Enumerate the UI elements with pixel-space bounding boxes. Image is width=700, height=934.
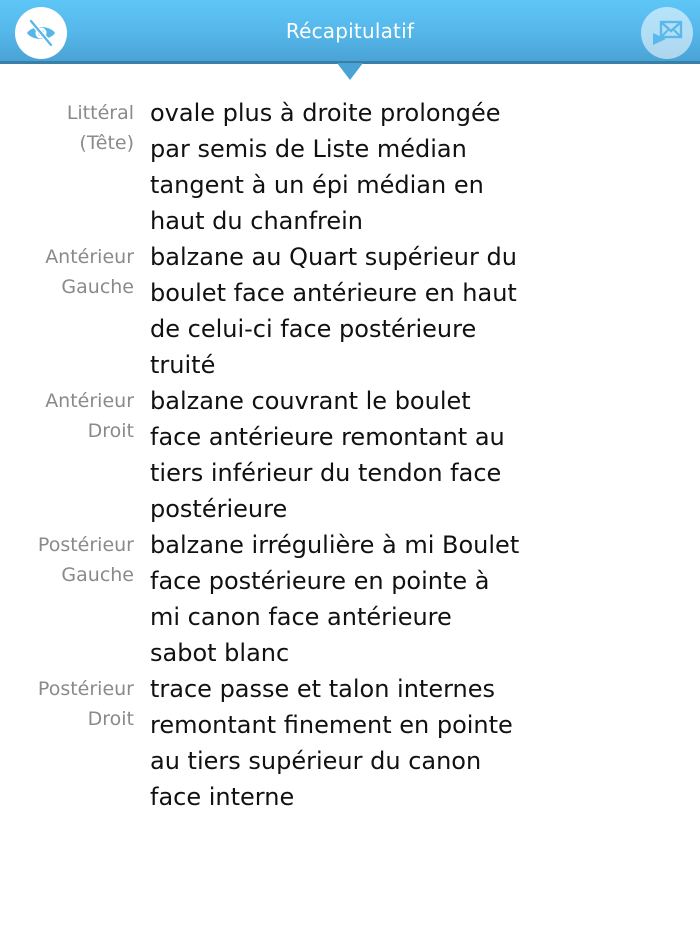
row-value: balzane irrégulière à mi Boulet face postérieure en pointe à mi canon face antérieure sabot blanc (150, 531, 520, 667)
row-label-line1: Antérieur (45, 390, 134, 412)
row-label (0, 671, 134, 734)
summary-row-posterieur-droit (0, 671, 700, 815)
row-value: balzane couvrant le boulet face antérieure remontant au tiers inférieur du tendon face postérieure (150, 387, 505, 523)
row-label-line2: Droit (87, 708, 134, 730)
nav-header (0, 0, 700, 64)
row-label-line1: Postérieur (37, 534, 134, 556)
row-label-line1: Postérieur (37, 678, 134, 700)
row-label-line2: Gauche (61, 276, 134, 298)
row-label-line2: (Tête) (79, 132, 134, 154)
row-label-line1: Antérieur (45, 246, 134, 268)
summary-row-anterieur-gauche (0, 239, 700, 383)
row-label (0, 239, 134, 302)
summary-row-litteral (0, 95, 700, 239)
send-mail-button[interactable] (641, 7, 693, 59)
row-label-line1: Littéral (66, 102, 134, 124)
summary-list (0, 95, 700, 815)
row-value: ovale plus à droite prolongée par semis de Liste médian tangent à un épi médian en haut du chanfrein (150, 99, 501, 235)
header-pointer (337, 63, 363, 80)
row-value: trace passe et talon internes remontant finement en pointe au tiers supérieur du canon face interne (150, 675, 513, 811)
page-title: Récapitulatif (285, 19, 415, 43)
row-label-line2: Droit (87, 420, 134, 442)
row-label-line2: Gauche (61, 564, 134, 586)
row-value: balzane au Quart supérieur du boulet face antérieure en haut de celui-ci face postérieure truité (150, 243, 517, 379)
send-mail-icon (649, 15, 685, 51)
summary-row-posterieur-gauche (0, 527, 700, 671)
summary-row-anterieur-droit (0, 383, 700, 527)
row-label (0, 95, 134, 158)
row-label (0, 383, 134, 446)
row-label (0, 527, 134, 590)
